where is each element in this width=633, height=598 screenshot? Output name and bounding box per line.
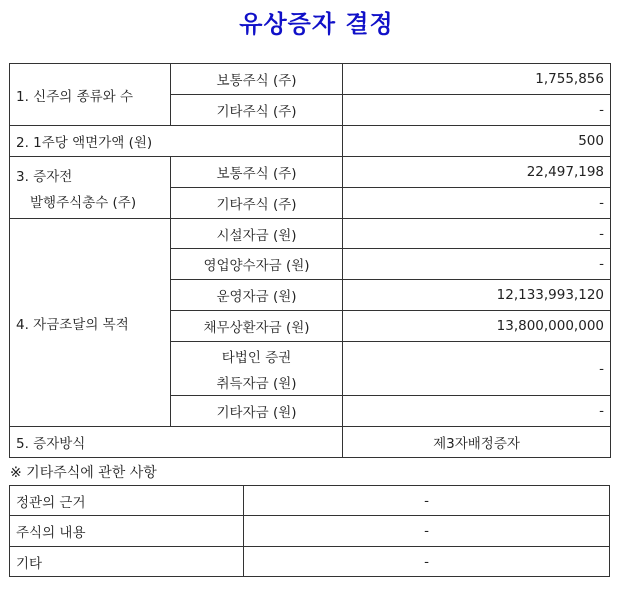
securities-value: - <box>343 342 611 396</box>
pre-issue-label-line1: 3. 증자전 <box>16 168 73 185</box>
etc-label: 기타 <box>10 547 244 577</box>
articles-basis-value: - <box>244 486 610 516</box>
securities-label-line1: 타법인 증권 <box>221 349 292 366</box>
business-acq-label: 영업양수자금 (원) <box>171 249 343 280</box>
pre-issue-label-line2: 발행주식총수 (주) <box>30 194 137 211</box>
etc-value: - <box>244 547 610 577</box>
purpose-label: 4. 자금조달의 목적 <box>10 219 171 427</box>
method-label: 5. 증자방식 <box>10 427 343 458</box>
new-common-value: 1,755,856 <box>343 64 611 95</box>
pre-other-value: - <box>343 188 611 219</box>
pre-other-label: 기타주식 (주) <box>171 188 343 219</box>
pre-issue-label <box>10 157 171 219</box>
other-fund-label: 기타자금 (원) <box>171 396 343 427</box>
debt-value: 13,800,000,000 <box>343 311 611 342</box>
facility-value: - <box>343 219 611 249</box>
articles-basis-label: 정관의 근거 <box>10 486 244 516</box>
new-other-value: - <box>343 95 611 126</box>
share-content-label: 주식의 내용 <box>10 516 244 547</box>
other-shares-table <box>9 485 610 577</box>
operating-label: 운영자금 (원) <box>171 280 343 311</box>
par-value-value: 500 <box>343 126 611 157</box>
method-value: 제3자배정증자 <box>343 427 611 458</box>
new-other-label: 기타주식 (주) <box>171 95 343 126</box>
securities-label <box>171 342 343 396</box>
new-shares-label: 1. 신주의 종류와 수 <box>10 64 171 126</box>
other-shares-note: ※ 기타주식에 관한 사항 <box>10 465 157 481</box>
securities-label-line2: 취득자금 (원) <box>216 375 297 392</box>
par-value-label: 2. 1주당 액면가액 (원) <box>10 126 343 157</box>
facility-label: 시설자금 (원) <box>171 219 343 249</box>
operating-value: 12,133,993,120 <box>343 280 611 311</box>
pre-common-value: 22,497,198 <box>343 157 611 188</box>
share-content-value: - <box>244 516 610 547</box>
rights-offering-table <box>9 63 611 458</box>
debt-label: 채무상환자금 (원) <box>171 311 343 342</box>
business-acq-value: - <box>343 249 611 280</box>
other-fund-value: - <box>343 396 611 427</box>
new-common-label: 보통주식 (주) <box>171 64 343 95</box>
page-title: 유상증자 결정 <box>239 9 394 38</box>
pre-common-label: 보통주식 (주) <box>171 157 343 188</box>
